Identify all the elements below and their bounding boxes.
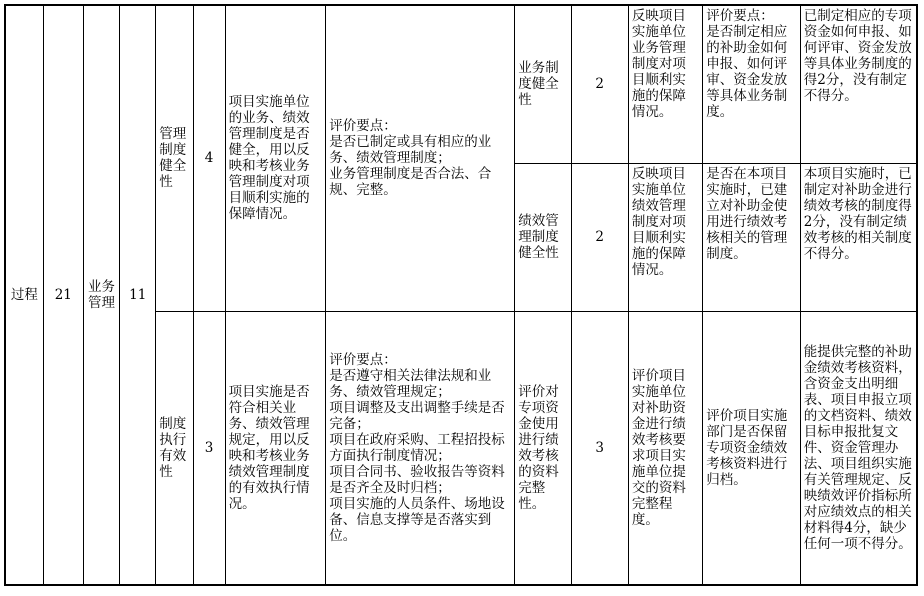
stage-score-cell: 21	[43, 5, 83, 585]
sub-indicator-cell: 绩效管理制度健全性	[515, 163, 571, 311]
sub-indicator-cell: 评价对专项资金使用进行绩效考核的资料完整性。	[515, 311, 571, 585]
indicator-description-cell: 项目实施是否符合相关业务、绩效管理规定，用以反映和考核业务绩效管理制度的有效执行情况。	[225, 311, 326, 585]
sub-indicator-cell: 业务制度健全性	[515, 5, 571, 163]
indicator-cell: 制度执行有效性	[156, 311, 193, 585]
category-cell: 业务管理	[83, 5, 119, 585]
sub-score-cell: 2	[571, 163, 628, 311]
sub-criteria-cell: 本项目实施时，已制定对补助金进行绩效考核的制度得2分，没有制定绩效考核的相关制度不得分。	[800, 163, 917, 311]
sub-key-points-cell: 评价要点： 是否制定相应的补助金如何申报、如何评审、资金发放等具体业务制度。	[703, 5, 801, 163]
sub-key-points-cell: 是否在本项目实施时，已建立对补助金使用进行绩效考核相关的管理制度。	[703, 163, 801, 311]
evaluation-table	[4, 4, 918, 586]
sub-explanation-cell: 反映项目实施单位绩效管理制度对项目顺利实施的保障情况。	[628, 163, 702, 311]
indicator-score-cell: 3	[193, 311, 225, 585]
category-score-cell: 11	[120, 5, 156, 585]
indicator-cell: 管理制度健全性	[156, 5, 193, 311]
indicator-description-cell: 项目实施单位的业务、绩效管理制度是否健全，用以反映和考核业务管理制度对项目顺利实施的保障情况。	[225, 5, 326, 311]
sub-score-cell: 3	[571, 311, 628, 585]
sub-key-points-cell: 评价项目实施部门是否保留专项资金绩效考核资料进行归档。	[703, 311, 801, 585]
sub-criteria-cell: 能提供完整的补助金绩效考核资料，含资金支出明细表、项目申报立项的文档资料、绩效目标申报批复文件、资金管理办法、项目组织实施有关管理规定、反映绩效评价指标所对应绩效点的相关材料得4分，缺少任何一项不得分。	[800, 311, 917, 585]
evaluation-points-cell: 评价要点： 是否遵守相关法律法规和业务、绩效管理规定； 项目调整及支出调整手续是否完备； 项目在政府采购、工程招投标方面执行制度情况； 项目合同书、验收报告等资料是否齐全及时归档； 项目实施的人员条件、场地设备、信息支撑等是否落实到位。	[326, 311, 515, 585]
stage-cell: 过程	[5, 5, 43, 585]
sub-criteria-cell: 已制定相应的专项资金如何申报、如何评审、资金发放等具体业务制度的得2分，没有制定不得分。	[800, 5, 917, 163]
evaluation-points-cell: 评价要点： 是否已制定或具有相应的业务、绩效管理制度； 业务管理制度是否合法、合规、完整。	[326, 5, 515, 311]
sub-explanation-cell: 评价项目实施单位对补助资金进行绩效考核要求项目实施单位提交的资料完整程度。	[628, 311, 702, 585]
indicator-score-cell: 4	[193, 5, 225, 311]
sub-score-cell: 2	[571, 5, 628, 163]
sub-explanation-cell: 反映项目实施单位业务管理制度对项目顺利实施的保障情况。	[628, 5, 702, 163]
